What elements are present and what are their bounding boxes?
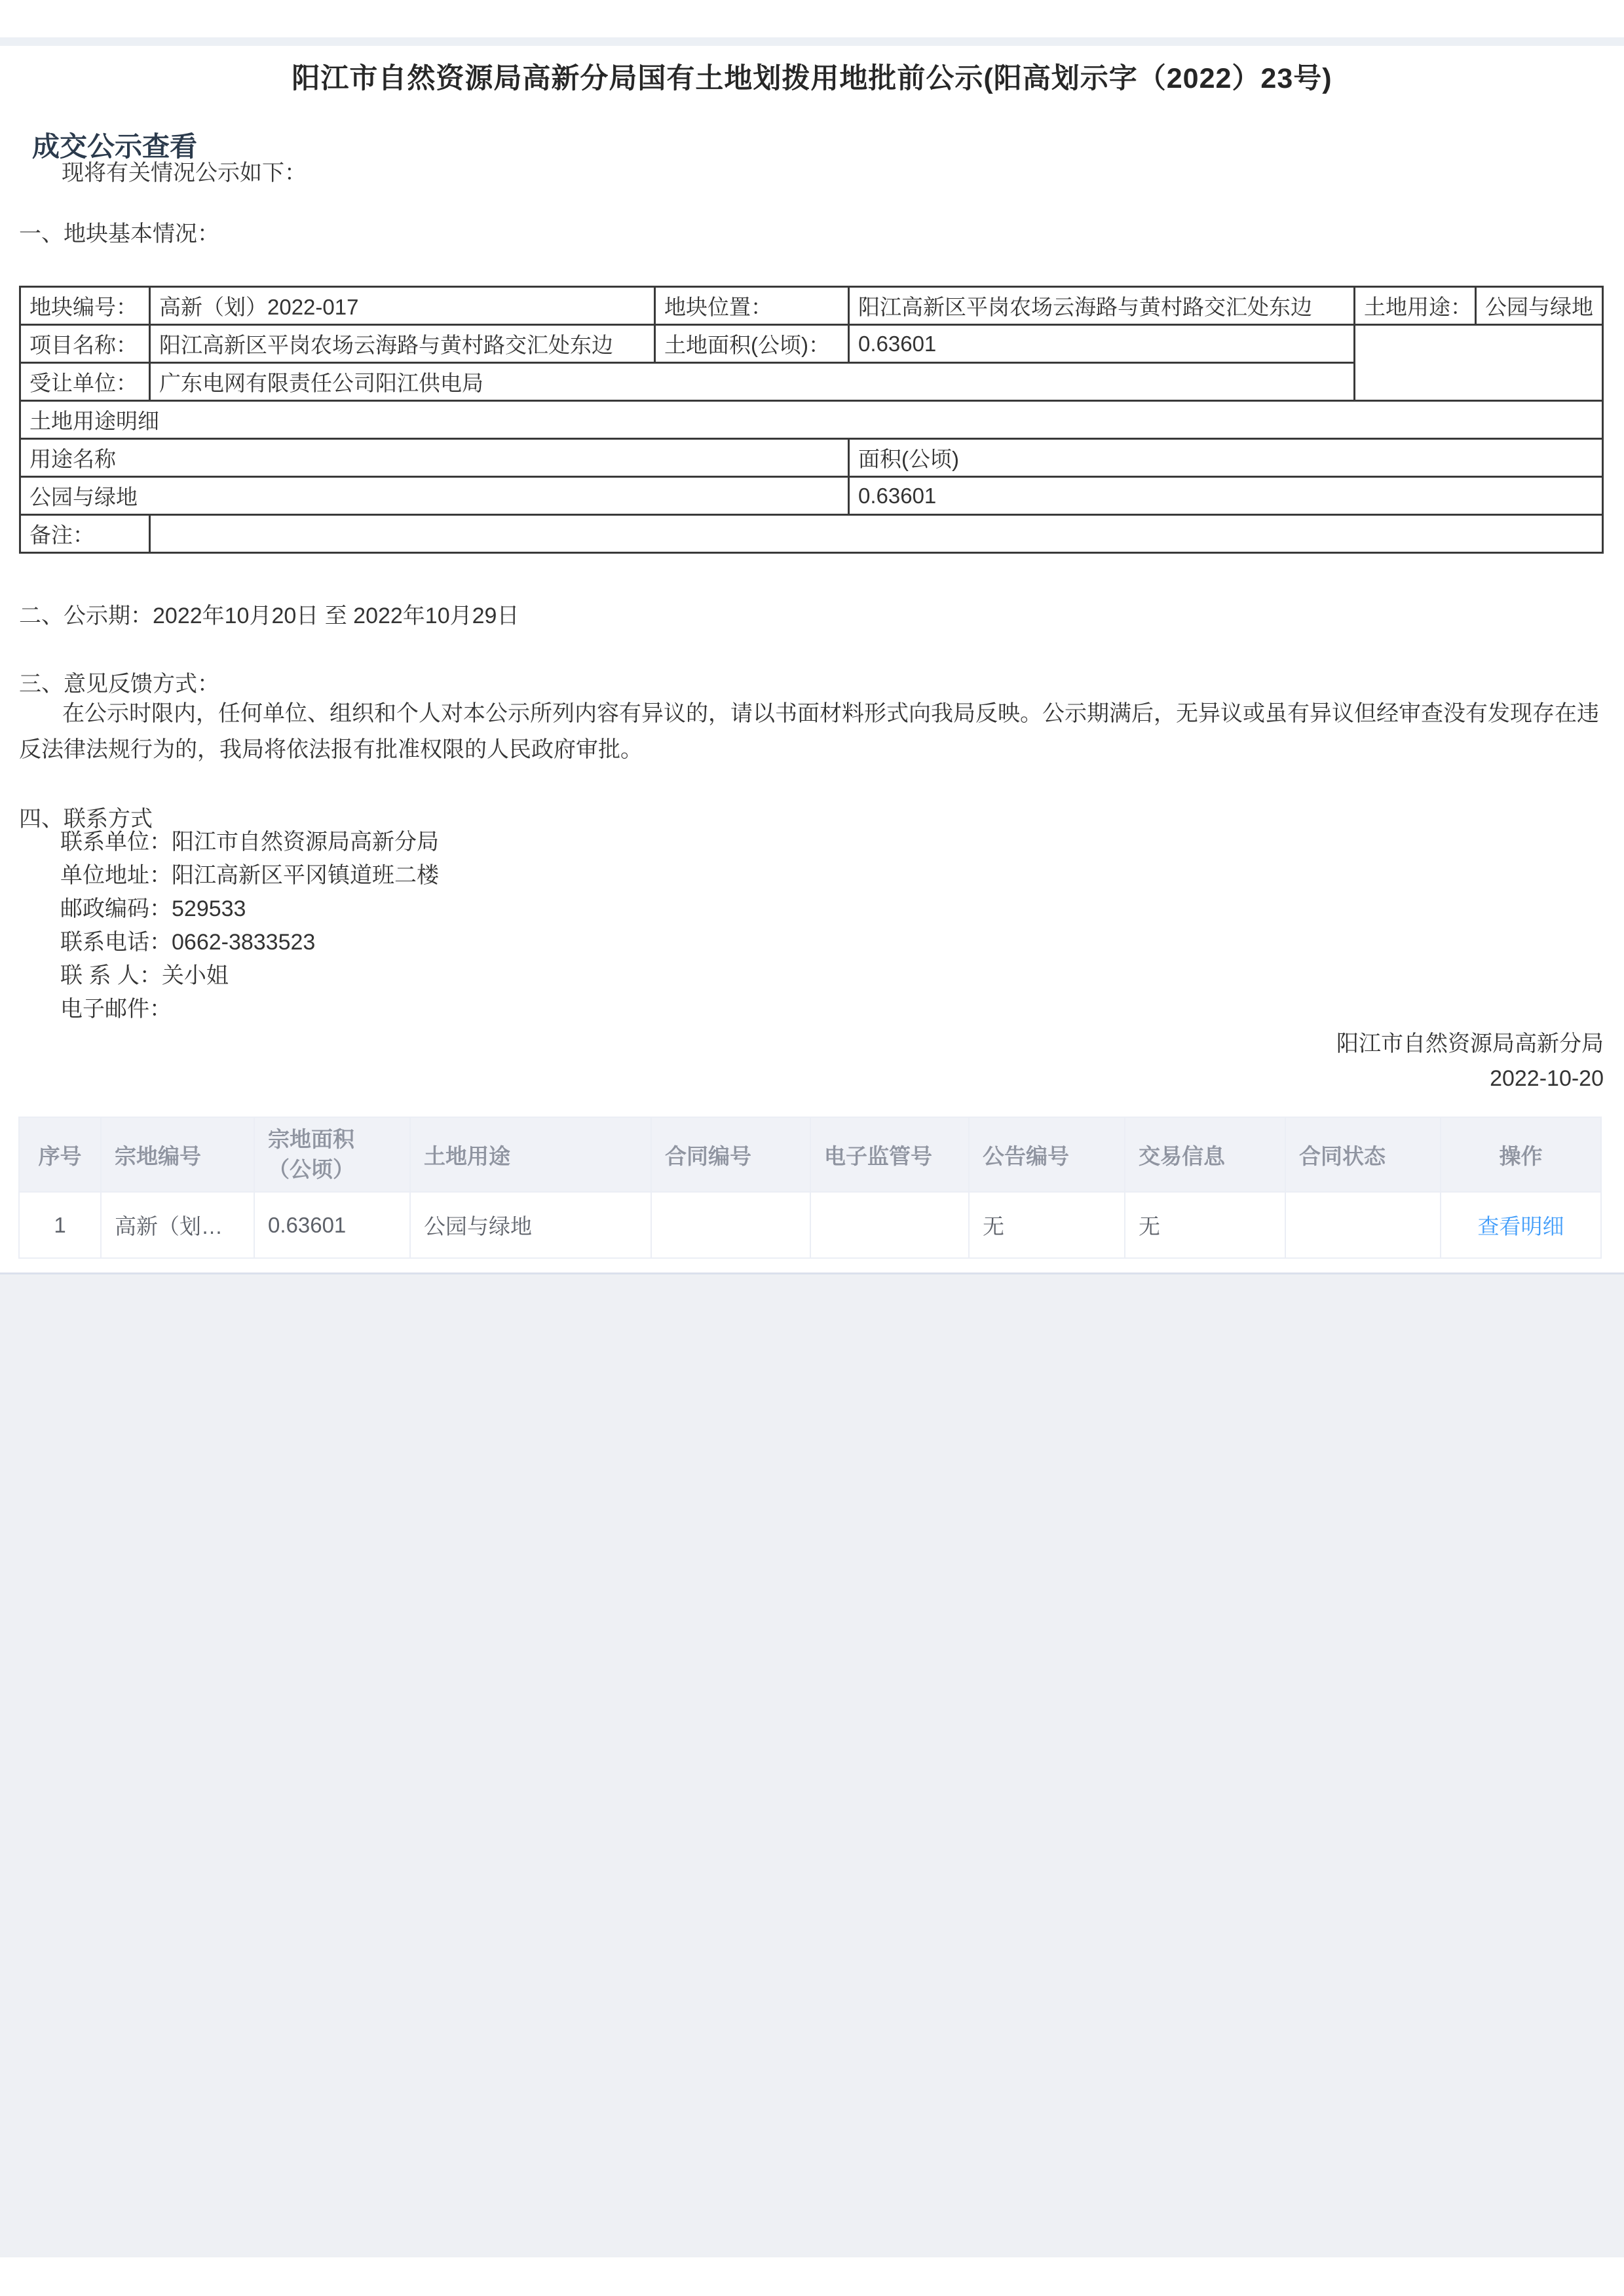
page-title: 阳江市自然资源局高新分局国有土地划拨用地批前公示(阳高划示字（2022）23号) (292, 63, 1332, 94)
use-area-header: 面积(公顷) (849, 439, 1603, 477)
section-heading-deal-publicity: 成交公示查看 (32, 131, 198, 162)
area-value: 0.63601 (849, 325, 1355, 363)
bottom-gray-panel (0, 1272, 1624, 2257)
cell-parcel-no: 高新（划… (101, 1192, 254, 1258)
top-divider-bar (0, 37, 1624, 46)
plot-no-label: 地块编号： (20, 287, 150, 325)
land-use-detail-header: 土地用途明细 (20, 401, 1603, 439)
feedback-paragraph-line2: 反法律法规行为的，我局将依法报有批准权限的人民政府审批。 (19, 737, 643, 762)
section4-title: 四、联系方式 (19, 807, 153, 832)
feedback-paragraph (19, 696, 1606, 768)
project-label: 项目名称： (20, 325, 150, 363)
empty-merged-cell (1355, 325, 1603, 401)
cell-index: 1 (19, 1192, 101, 1258)
project-value: 阳江高新区平岗农场云海路与黄村路交汇处东边 (150, 325, 655, 363)
signature-block (1336, 1027, 1604, 1096)
col-header-area (254, 1117, 410, 1192)
contact-person-line: 联 系 人：关小姐 (60, 963, 229, 988)
col-header-land-use: 土地用途 (410, 1117, 651, 1192)
col-header-index: 序号 (19, 1117, 101, 1192)
col-header-contract-status: 合同状态 (1285, 1117, 1441, 1192)
records-header-row (19, 1117, 1601, 1192)
col-header-action: 操作 (1441, 1117, 1601, 1192)
signature-date: 2022-10-20 (1490, 1066, 1604, 1091)
contact-phone-line: 联系电话：0662-3833523 (60, 930, 316, 955)
contact-org-line: 联系单位：阳江市自然资源局高新分局 (60, 830, 439, 854)
land-use-value: 公园与绿地 (1476, 287, 1603, 325)
table-row (20, 287, 1603, 325)
cell-contract-no (651, 1192, 810, 1258)
grantee-label: 受让单位： (20, 363, 150, 401)
grantee-value: 广东电网有限责任公司阳江供电局 (150, 363, 1355, 401)
contact-block (60, 826, 439, 1026)
col-header-announcement-no: 公告编号 (969, 1117, 1125, 1192)
view-detail-link[interactable]: 查看明细 (1477, 1214, 1564, 1238)
location-value: 阳江高新区平岗农场云海路与黄村路交汇处东边 (849, 287, 1355, 325)
contact-postcode-line: 邮政编码：529533 (60, 896, 246, 921)
table-row (20, 325, 1603, 363)
cell-announcement-no: 无 (969, 1192, 1125, 1258)
table-row (20, 515, 1603, 553)
cell-e-regulation-no (810, 1192, 969, 1258)
table-row (20, 439, 1603, 477)
remark-label: 备注： (20, 515, 150, 553)
table-row (20, 477, 1603, 515)
col-header-parcel-no: 宗地编号 (101, 1117, 254, 1192)
plot-no-value: 高新（划）2022-017 (150, 287, 655, 325)
location-label: 地块位置： (655, 287, 849, 325)
cell-area: 0.63601 (254, 1192, 410, 1258)
intro-text: 现将有关情况公示如下： (62, 161, 307, 185)
use-area-value: 0.63601 (849, 477, 1603, 515)
use-name-header: 用途名称 (20, 439, 849, 477)
col-header-trade-info: 交易信息 (1125, 1117, 1285, 1192)
col-header-contract-no: 合同编号 (651, 1117, 810, 1192)
land-use-label: 土地用途： (1355, 287, 1476, 325)
section2-title: 二、公示期：2022年10月20日 至 2022年10月29日 (19, 603, 519, 628)
record-row (19, 1192, 1601, 1258)
section3-title: 三、意见反馈方式： (19, 672, 219, 697)
plot-detail-table (19, 286, 1604, 554)
contact-email-line: 电子邮件： (60, 997, 172, 1022)
cell-trade-info: 无 (1125, 1192, 1285, 1258)
cell-contract-status (1285, 1192, 1441, 1258)
area-label: 土地面积(公顷)： (655, 325, 849, 363)
use-name-value: 公园与绿地 (20, 477, 849, 515)
feedback-paragraph-line1: 在公示时限内，任何单位、组织和个人对本公示所列内容有异议的，请以书面材料形式向我局反映。公示期满后，无异议或虽有异议但经审查没有发现存在违 (62, 701, 1599, 726)
col-header-area-text: 宗地面积（公顷） (268, 1127, 354, 1181)
remark-value (150, 515, 1603, 553)
cell-action (1441, 1192, 1601, 1258)
signature-org: 阳江市自然资源局高新分局 (1336, 1031, 1604, 1056)
cell-land-use: 公园与绿地 (410, 1192, 651, 1258)
table-row (20, 401, 1603, 439)
records-table (18, 1117, 1602, 1259)
contact-address-line: 单位地址：阳江高新区平冈镇道班二楼 (60, 863, 439, 888)
col-header-e-regulation-no: 电子监管号 (810, 1117, 969, 1192)
section1-title: 一、地块基本情况： (19, 221, 219, 246)
